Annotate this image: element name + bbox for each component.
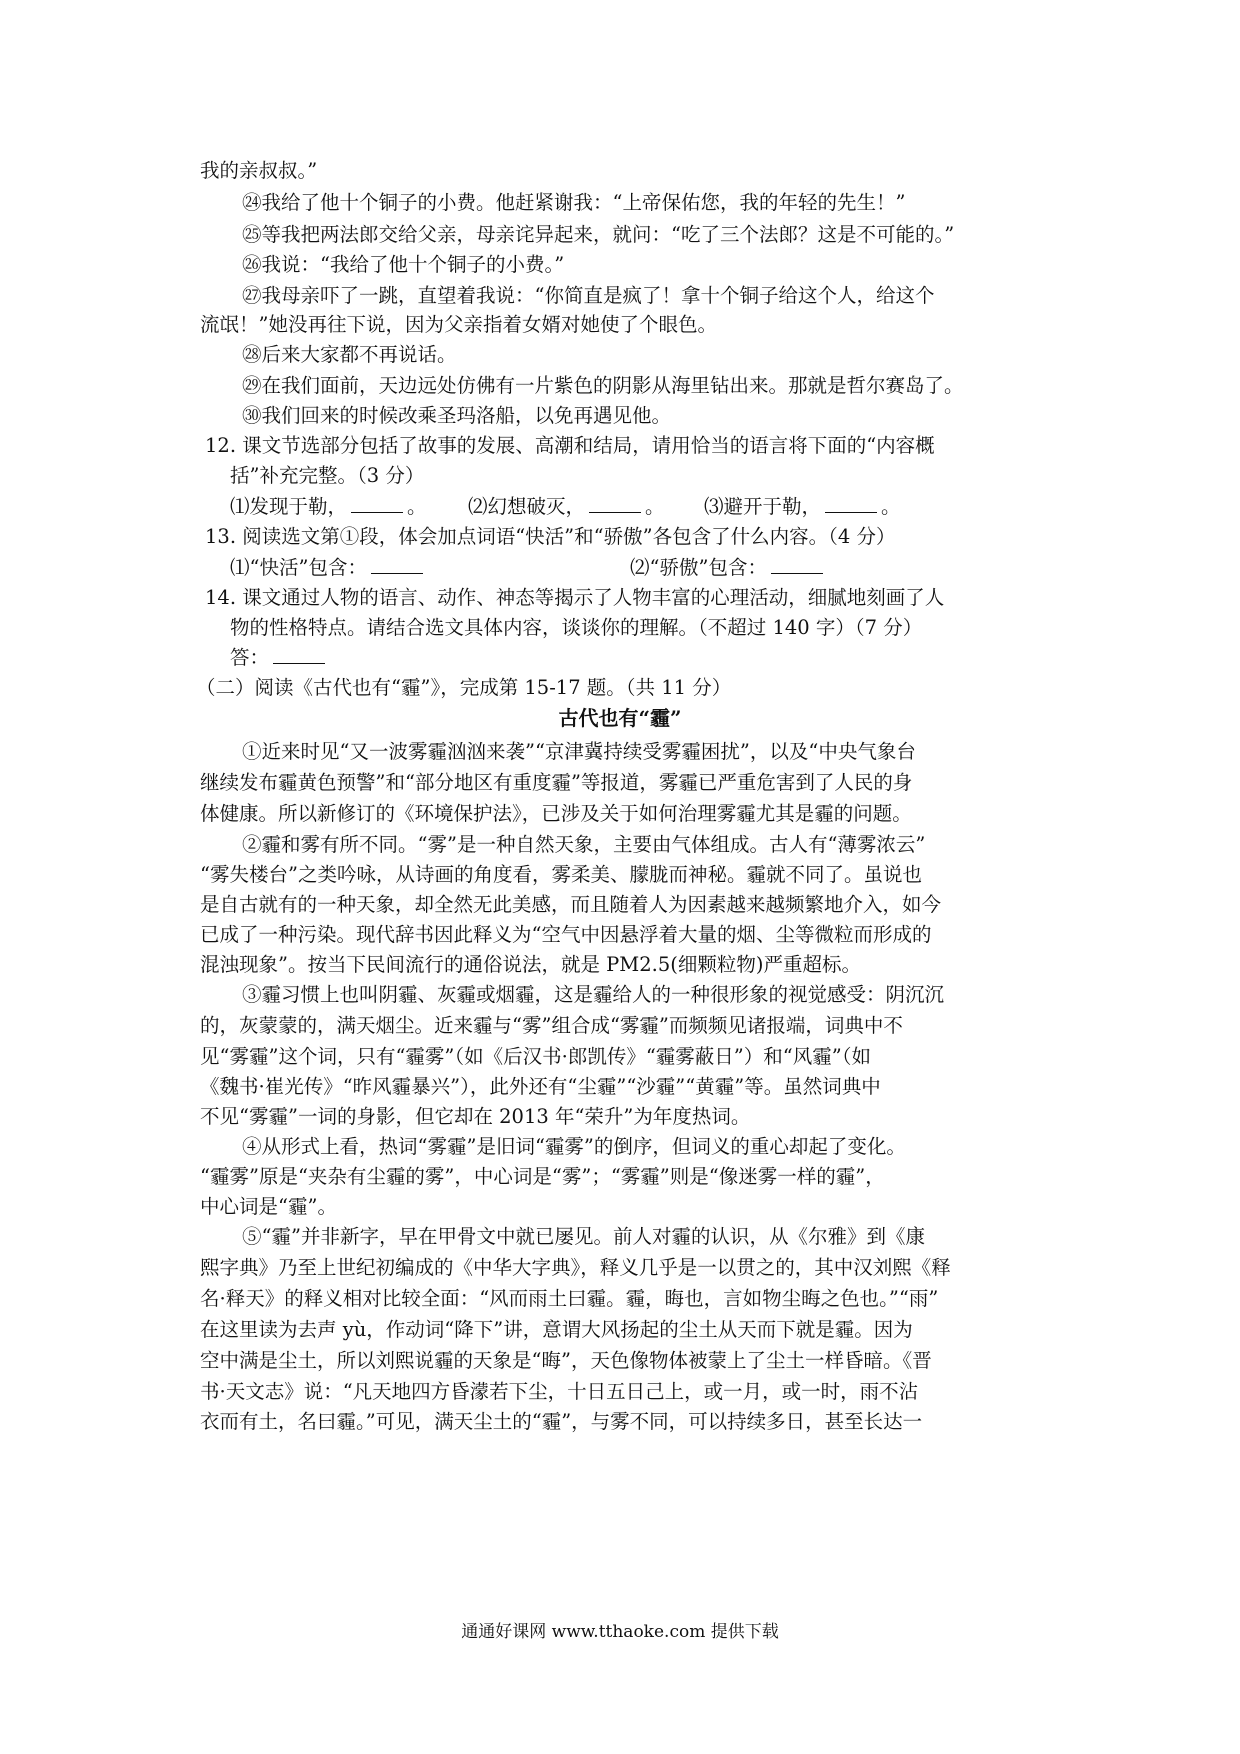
question-12: 12. 课文节选部分包括了故事的发展、高潮和结局，请用恰当的语言将下面的“内容概 [205, 434, 935, 457]
story-line: ㉗我母亲吓了一跳，直望着我说：“你简直是疯了！拿十个铜子给这个人，给这个 [242, 284, 935, 307]
answer-blank[interactable] [371, 555, 423, 574]
question-14: 14. 课文通过人物的语言、动作、神态等揭示了人物丰富的心理活动，细腻地刻画了人 [205, 586, 945, 609]
q13-item-1: ⑴“快活”包含： [230, 553, 630, 583]
article-line: 名·释天》的释义相对比较全面：“风而雨土曰霾。霾，晦也，言如物尘晦之色也。”“雨” [200, 1287, 939, 1310]
article-line: 继续发布霾黄色预警”和“部分地区有重度霾”等报道，雾霾已严重危害到了人民的身 [200, 771, 913, 794]
question-13: 13. 阅读选文第①段，体会加点词语“快活”和“骄傲”各包含了什么内容。（4 分） [205, 525, 896, 548]
answer-blank[interactable] [825, 494, 877, 513]
section-heading: （二）阅读《古代也有“霾”》，完成第 15-17 题。（共 11 分） [196, 676, 732, 699]
story-line: ㉙在我们面前，天边远处仿佛有一片紫色的阴影从海里钻出来。那就是哲尔赛岛了。 [242, 374, 964, 397]
story-line: ㉘后来大家都不再说话。 [242, 343, 457, 366]
story-line: ㉔我给了他十个铜子的小费。他赶紧谢我：“上帝保佑您，我的年轻的先生！” [242, 191, 906, 214]
story-line: ㉕等我把两法郎交给父亲，母亲诧异起来，就问：“吃了三个法郎？这是不可能的。” [242, 223, 955, 246]
article-line: 衣而有土，名曰霾。”可见，满天尘土的“霾”，与雾不同，可以持续多日，甚至长达一 [200, 1410, 923, 1433]
q12-item-1: ⑴发现于勒， 。 [230, 495, 427, 518]
article-line: ⑤“霾”并非新字，早在甲骨文中就已屡见。前人对霾的认识，从《尔雅》到《康 [242, 1225, 925, 1248]
article-line: 是自古就有的一种天象，却全然无此美感，而且随着人为因素越来越频繁地介入，如今 [200, 893, 942, 916]
article-line: ④从形式上看，热词“雾霾”是旧词“霾雾”的倒序，但词义的重心却起了变化。 [242, 1135, 906, 1158]
story-line: ㉖我说：“我给了他十个铜子的小费。” [242, 253, 565, 276]
article-line: 中心词是“霾”。 [200, 1195, 337, 1218]
article-line: 书·天文志》说：“凡天地四方昏濛若下尘，十日五日己上，或一月，或一时，雨不沾 [200, 1380, 919, 1403]
answer-blank[interactable] [589, 494, 641, 513]
question-12-items [230, 492, 901, 522]
article-line: 见“雾霾”这个词，只有“霾雾”（如《后汉书·郎凯传》“霾雾蔽日”）和“风霾”（如 [200, 1045, 871, 1068]
article-line: “霾雾”原是“夹杂有尘霾的雾”，中心词是“雾”；“雾霾”则是“像迷雾一样的霾”， [200, 1165, 885, 1188]
article-title: 古代也有“霾” [558, 706, 682, 730]
article-line: 混浊现象”。按当下民间流行的通俗说法，就是 PM2.5(细颗粒物)严重超标。 [200, 953, 861, 976]
article-line: 《魏书·崔光传》“昨风霾暴兴”），此外还有“尘霾”“沙霾”“黄霾”等。虽然词典中 [200, 1075, 881, 1098]
article-line: “雾失楼台”之类吟咏，从诗画的角度看，雾柔美、朦胧而神秘。霾就不同了。虽说也 [200, 863, 922, 886]
story-line: ㉚我们回来的时候改乘圣玛洛船，以免再遇见他。 [242, 404, 672, 427]
story-line: 我的亲叔叔。” [200, 159, 318, 182]
question-14-cont: 物的性格特点。请结合选文具体内容，谈谈你的理解。（不超过 140 字）（7 分） [230, 616, 923, 639]
article-line: 的，灰蒙蒙的，满天烟尘。近来霾与“雾”组合成“雾霾”而频频见诸报端，词典中不 [200, 1014, 903, 1037]
story-line: 流氓！”她没再往下说，因为父亲指着女婿对她使了个眼色。 [200, 313, 717, 336]
answer-blank[interactable] [273, 645, 325, 664]
question-12-cont: 括”补充完整。（3 分） [230, 464, 425, 487]
article-line: 体健康。所以新修订的《环境保护法》，已涉及关于如何治理雾霾尤其是霾的问题。 [200, 802, 912, 825]
page-footer: 通通好课网 www.tthaoke.com 提供下载 [461, 1622, 779, 1642]
article-line: 不见“雾霾”一词的身影，但它却在 2013 年“荣升”为年度热词。 [200, 1105, 751, 1128]
question-14-answer: 答： [230, 643, 329, 673]
q12-item-3: ⑶避开于勒， 。 [704, 495, 901, 518]
question-13-items [230, 553, 827, 583]
article-line: ③霾习惯上也叫阴霾、灰霾或烟霾，这是霾给人的一种很形象的视觉感受：阴沉沉 [242, 983, 945, 1006]
answer-blank[interactable] [771, 555, 823, 574]
answer-blank[interactable] [351, 494, 403, 513]
article-line: ②霾和雾有所不同。“雾”是一种自然天象，主要由气体组成。古人有“薄雾浓云” [242, 833, 926, 856]
q12-item-2: ⑵幻想破灭， 。 [468, 495, 665, 518]
article-line: 空中满是尘土，所以刘熙说霾的天象是“晦”，天色像物体被蒙上了尘土一样昏暗。《晋 [200, 1349, 932, 1372]
article-line: 熙字典》乃至上世纪初编成的《中华大字典》，释义几乎是一以贯之的，其中汉刘熙《释 [200, 1256, 951, 1279]
article-line: 已成了一种污染。现代辞书因此释义为“空气中因悬浮着大量的烟、尘等微粒而形成的 [200, 923, 932, 946]
article-line: 在这里读为去声 yù，作动词“降下”讲，意谓大风扬起的尘土从天而下就是霾。因为 [200, 1318, 913, 1341]
article-line: ①近来时见“又一波雾霾汹汹来袭”“京津冀持续受雾霾困扰”，以及“中央气象台 [242, 740, 916, 763]
q13-item-2: ⑵“骄傲”包含： [630, 553, 827, 583]
